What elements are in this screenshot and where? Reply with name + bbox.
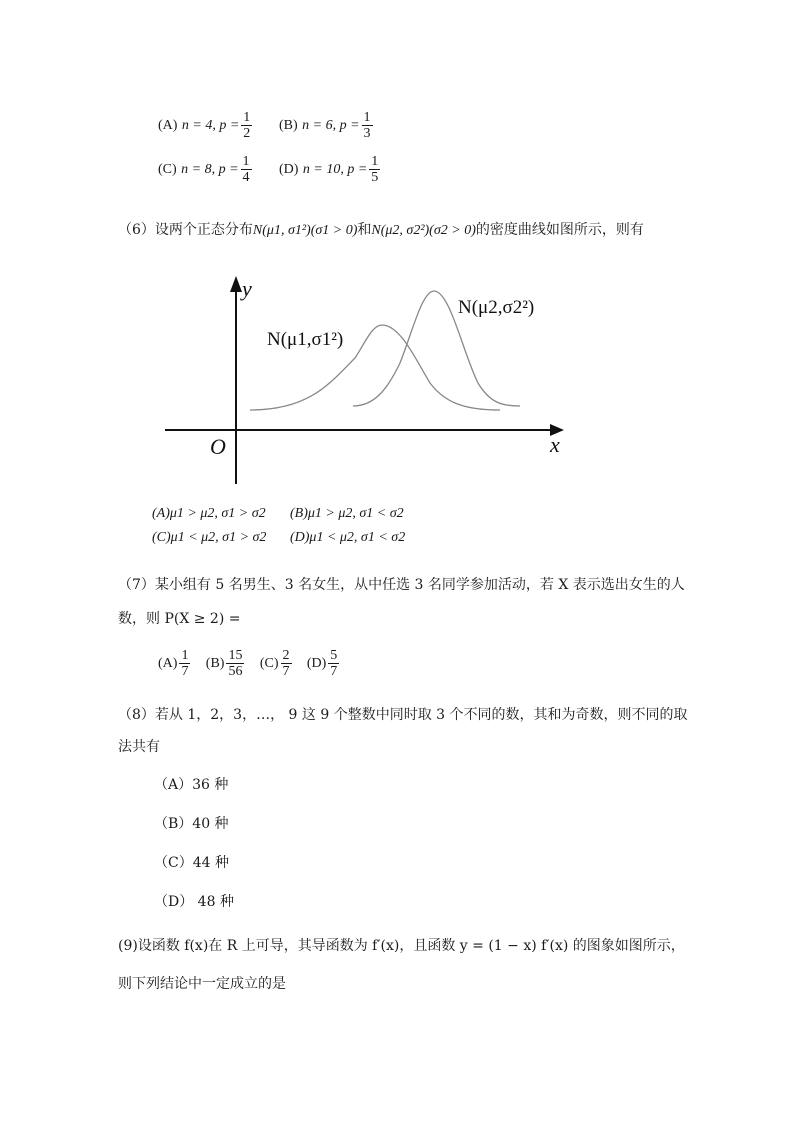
q7-stem-line2: 数，则 P(X ≥ 2) =: [118, 611, 241, 627]
q8-option-d: （D） 48 种: [154, 894, 234, 910]
q8-stem-line2: 法共有: [118, 739, 160, 755]
y-axis-label: y: [242, 276, 252, 301]
curve1-label: N(μ1,σ1²): [267, 329, 344, 350]
normal-distribution-figure: [160, 268, 580, 488]
q6-option-a: (A)μ1 > μ2, σ1 > σ2: [152, 506, 266, 521]
q8-option-b: （B）40 种: [154, 816, 229, 832]
fraction: $\frac{15}{56}$: [228, 648, 243, 679]
fraction: $\frac{2}{7}$: [282, 648, 290, 679]
fraction: $\frac{1}{4}$: [242, 154, 250, 185]
q7-option-a: (A) $\frac{1}{7}$: [158, 648, 189, 679]
q8-option-a: （A）36 种: [154, 777, 229, 793]
q7-options: [158, 648, 341, 679]
q9-stem-line1: (9)设函数 f(x)在 R 上可导，其导函数为 f′(x)，且函数 y = (1 − x) f′(x) 的图象如图所示，: [118, 938, 685, 954]
q5-option-a: (A) n = 4, p = $\frac{1}{2}$: [158, 110, 251, 141]
q9-stem-line2: 则下列结论中一定成立的是: [118, 976, 286, 992]
q6-option-c: (C)μ1 < μ2, σ1 > σ2: [152, 530, 267, 545]
q6-stem: （6）设两个正态分布N(μ1, σ1²)(σ1 > 0)和N(μ2, σ2²)(σ2 > 0)的密度曲线如图所示，则有: [118, 222, 644, 238]
y-axis-arrow-icon: [230, 276, 242, 292]
q7-option-b: (B) $\frac{15}{56}$: [205, 648, 243, 679]
fraction: $\frac{1}{2}$: [243, 110, 251, 141]
q8-stem-line1: （8）若从 1，2，3，…， 9 这 9 个整数中同时取 3 个不同的数，其和为奇数，则不同的取: [118, 707, 688, 723]
fraction: $\frac{5}{7}$: [330, 648, 338, 679]
q5-option-c: (C) n = 8, p = $\frac{1}{4}$: [158, 154, 250, 185]
x-axis-label: x: [550, 432, 560, 457]
fraction: $\frac{1}{3}$: [363, 110, 371, 141]
curve2-label: N(μ2,σ2²): [458, 297, 535, 318]
q7-option-d: (D) $\frac{5}{7}$: [306, 648, 338, 679]
q5-option-b: (B) n = 6, p = $\frac{1}{3}$: [279, 110, 371, 141]
fraction: $\frac{1}{7}$: [181, 648, 189, 679]
q8-option-c: （C）44 种: [154, 855, 229, 871]
q6-option-b: (B)μ1 > μ2, σ1 < σ2: [290, 506, 404, 521]
fraction: $\frac{1}{5}$: [371, 154, 379, 185]
q7-option-c: (C) $\frac{2}{7}$: [259, 648, 290, 679]
q5-option-d: (D) n = 10, p = $\frac{1}{5}$: [279, 154, 379, 185]
q7-stem-line1: （7）某小组有 5 名男生、3 名女生，从中任选 3 名同学参加活动，若 X 表示选出女生的人: [118, 577, 685, 593]
origin-label: O: [210, 434, 226, 459]
q6-option-d: (D)μ1 < μ2, σ1 < σ2: [290, 530, 406, 545]
